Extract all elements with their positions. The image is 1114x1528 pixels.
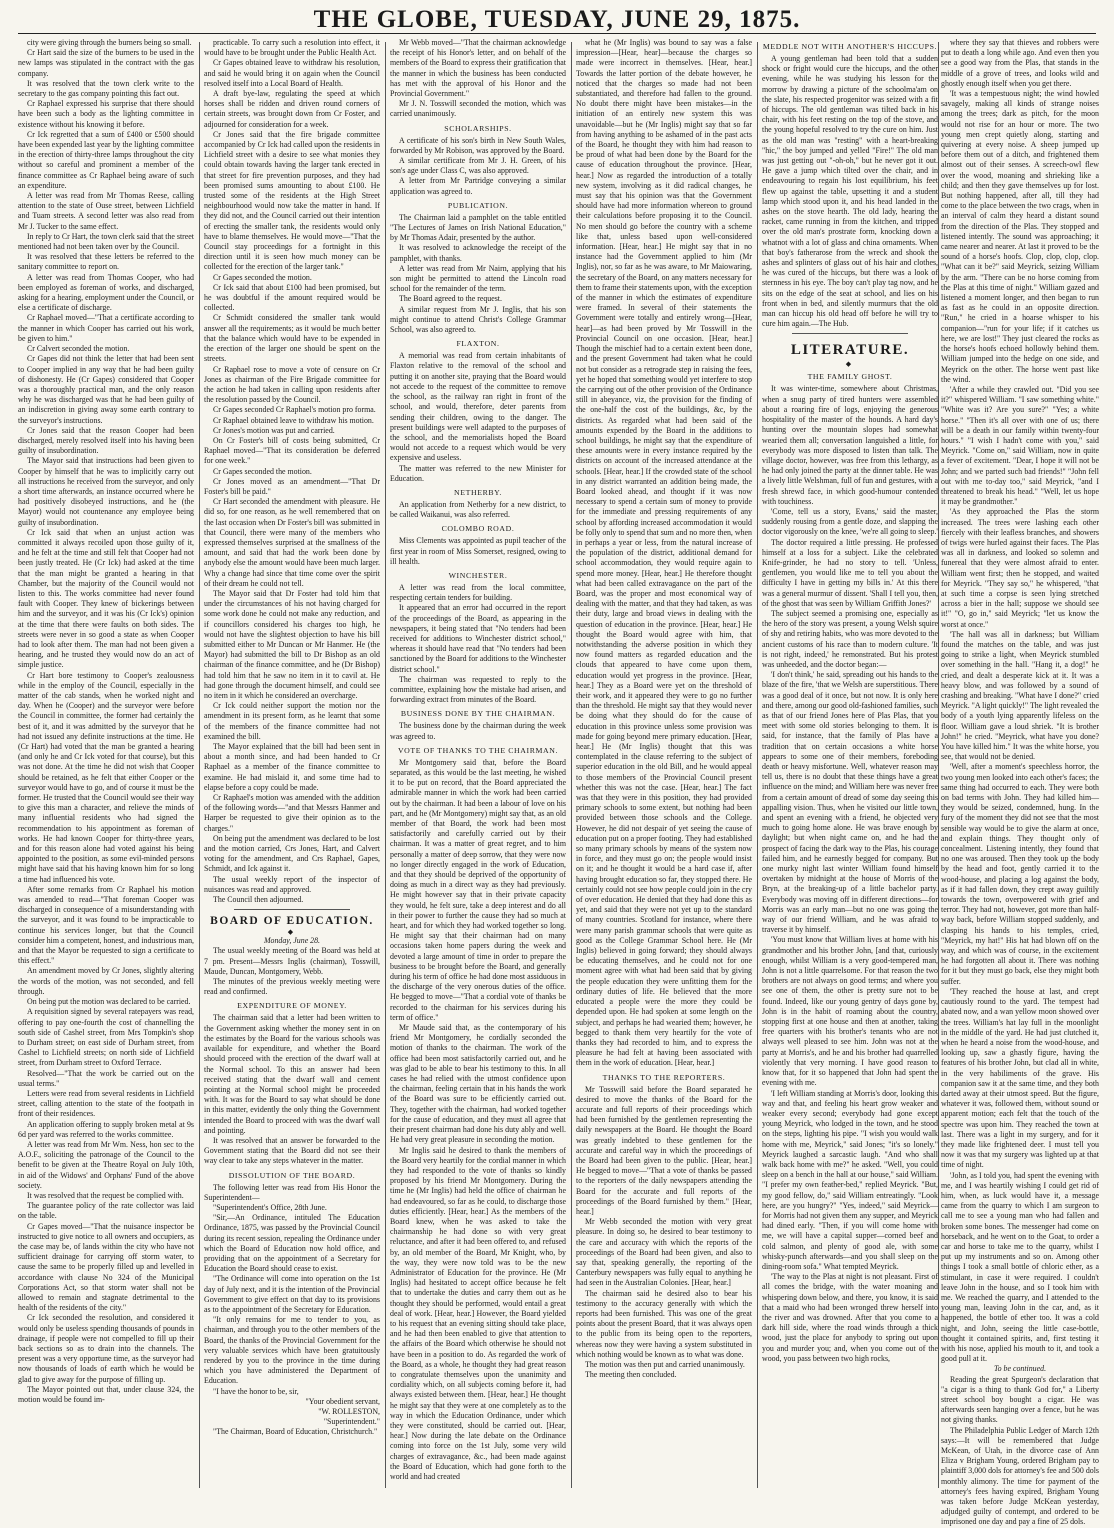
paragraph: Cr Jones said that the reason Cooper had been discharged, merely resolved itself into his having been guilty of insubordination.	[18, 425, 194, 456]
paragraph: 'It was a tempestuous night; the wind howled savagely, making all kinds of strange noises among the trees; dark as pitch, for the moon would not rise for an hour or more. The two young men crept quietly along, starting and quivering at every noise. A sheep jumped up before them out of a ditch, and frightened them almost out of their senses. A screech-owl flew over the wood, moaning and shrieking like a child; and then they gave themselves up for lost. But nothing happened, after all, till they had come to the place between the two crags, when in an interval of calm they heard a distant sound from the direction of the Plas. They stopped and listened intently. The sound was approaching; it came nearer and nearer. At last it proved to be the sound of a horse's hoofs. Clop, clop, clop, clop. "What can it be?" said Meyrick, seizing William by the arm. "There can be no horse coming from the Plas at this time of night." William gazed and listened a moment longer, and then began to run as fast as he could in an opposite direction. "Run," he cried in a hoarse whisper to his companion—"run for your life; if it catches us here, we are lost!" They just cleared the rocks as the horse's hoofs echoed hollowly behind them. William jumped into the hedge on one side, and Meyrick on the other. The horse went past like the wind.	[941, 89, 1099, 384]
paragraph: Cr Raphael obtained leave to withdraw his motion.	[213, 415, 374, 425]
paragraph: An application from Netherby for a new district, to be called Waikanui, was also referred.	[390, 499, 566, 520]
paragraph: The subject seemed a promising one, especially as the hero of the story was present, a young Welsh squire of shy and retiring habits, who was more devoted to the ancient customs of his race than to modern culture. 'It is not right, indeed,' he remonstrated. But his protest was unheeded, and the doctor began:—	[762, 608, 938, 669]
column-6	[941, 38, 1099, 1527]
paragraph: The Council then adjourned.	[213, 895, 304, 905]
paragraph: On being put the amendment was declared to be lost and the motion carried, Crs Jones, Hart, and Calvert voting for the amendment, and Crs Raphael, Gapes, Schmidt, and Ick against it.	[204, 833, 380, 874]
column-divider	[757, 42, 758, 1488]
subheading: SCHOLARSHIPS.	[444, 123, 512, 133]
paragraph: practicable. To carry such a resolution into effect, it would have to be brought under the Public Health Act.	[204, 38, 380, 58]
paragraph: Cr Raphael expressed his surprise that there should have been such a body as the lighting committee in existence without his knowing it before.	[18, 99, 194, 129]
subheading: DISSOLUTION OF THE BOARD.	[228, 1170, 356, 1180]
paragraph: Cr Hart bore testimony to Cooper's zealousness while in the employ of the Council, especially in the matter of the cab stands, when he worked night and day. When he (Cooper) and the surveyor were before the Council in committee, the former had certainly the best of it, and it was admitted by the surveyor that he had not issued any definite instructions at the time. He (Cr Hart) had voted that the man be granted a hearing (and only he and Cr Ick voted for that course), but this was not done. At the time he did not wish that Cooper should be retained, as he felt that either Cooper or the surveyor would have to go, and of course it must be the former. He trusted that the Council would see their way to give this man a character, and relieve the minds of many influential residents who had signed the recommendation to his appointment as foreman of works. He had known Cooper for thirty-three years, and for this reason alone had voted against his being appointed to the position, as some evil-minded persons might have said that his having known him for so long a time had influenced his vote.	[18, 670, 194, 884]
paragraph: Cr Gapes seconded the motion.	[213, 272, 312, 282]
paragraph: Letters were read from several residents in Lichfield street, calling attention to the state of the footpath in front of their residences.	[18, 1088, 194, 1119]
paragraph: After some remarks from Cr Raphael his motion was amended to read—"That foreman Cooper was discharged in consequence of a misunderstanding with the surveyor, and it was found to be impracticable to continue his services longer, but that the Council consider him a competent, honest, and industrious man, and that the Mayor be requested to sign a certificate to this effect."	[18, 884, 194, 966]
paragraph: The Board agreed to the request.	[399, 294, 502, 304]
paragraph: The usual weekly report of the inspector of nuisances was read and approved.	[204, 874, 380, 894]
paragraph: what he (Mr Inglis) was bound to say was a false impression—[Hear, hear]—because the charges so made were incorrect in themselves. [Hear, hear.] Towards the latter portion of the debate however, he noticed that the charges so made had not been substantiated, and therefore had fallen to the ground. No doubt there might have been mistakes—in the initiation of an entirely new system this was unavoidable—but he (Mr Inglis) might say that so far from having anything to be ashamed of in the past acts of the Board, he thought they with him had reason to be proud of what had been done by the Board for the cause of education throughout the province. [Hear, hear.] Now as regarded the introduction of a totally new system, involving as it did radical changes, he must say that his opinion was that the Government should have had more information whereon to ground their calculations before proposing it to the Council. No men should go before the country with a scheme like that, unless based upon well-considered information. [Hear, hear.] He might say that in no instance had the Government applied to him (Mr Inglis), nor, so far as he was aware, to Mr Maiowaring, the secretary of the Board, on any matters necessary for them to frame their statements upon, with the exception of the manner in which the estimates of expenditure were framed. In several of their statements the Government were totally and entirely wrong—[Hear, hear]—as had been proved by Mr Tosswill in the Provincial Council on one occasion. [Hear, hear.] Though the mischief had to a certain extent been done, and the present Government had taken what he could not but consider as a retrograde step in raising the fees, yet he hoped that something would yet interfere to stop the carrying out of the other provision of the Ordinance still in abeyance, viz, the provision for the finding of the one-half the cost of the buildings, &c, by the districts. As regarded what had been said of the amounts expended by the Board in the additions to school buildings, he might say that the expenditure of these amounts were in every instance required by the districts on account of the increased attendance at the schools. [Hear, hear.] If the crowded state of the school in any district warranted an addition being made, the Board looked ahead, and thought if it was now necessary to spend a certain sum of money to provide for the immediate and pressing requirements of any school by affording increased accommodation it would be folly only to spend that sum and no more then, when in perhaps a year or less, from the natural increase of the population of the district, additional demand for school accommodation, they would require again to spend more money. [Hear, hear.] He therefore thought what had been called extravagance on the part of the Board, was the proper and most economical way of dealing with the matter, and that they had taken, as was their duty, large and broad views in dealing with the question of education in the province. [Hear, hear.] He thought the Board would agree with him, that notwithstanding the adverse position in which they now found matters as regarded education and the clouds that appeared to have come upon them, education would yet progress in the province. [Hear, hear.] They as a Board were yet on the threshold of their work, and it appeared they were to go no further than the threshold. He might say that they would never be doing what they should do for the cause of education in this province unless some provision was made for going beyond mere primary education. [Hear, hear.] He (Mr Inglis) thought that this was contemplated in the clause referring to the subject of superior education in the old Bill, and he would appeal to those members of the Provincial Council present whether this was not the case. [Hear, hear.] The fact was that they were in this position, they had provided primary schools to some extent, but nothing had been provided between those schools and the College. However, he did not despair of yet seeing the cause of education put on a proper footing. They had established so many primary schools by means of the system now in force, and they must go on; the people would insist on it; and he thought it would be a hard case if, after having brought education so far, they stopped there. He certainly could not see how people could join in the cry of over education. He denied that they had done this as yet, and said that they were not yet up to the standard of many countries. Scotland for instance, where there were many parish grammar schools that were quite as good as the College Grammar School here. He (Mr Inglis) believed in going forward; they should always be educating themselves, and he could not for one moment agree with what had been said that by giving the people education they were unfitting them for the ordinary duties of life. He believed that the more educated a people were the more they could be depended upon. He had spoken at some length on the subject, and perhaps he had wearied them; however, he begged to thank them very heartily for the vote of thanks they had recorded to him, and to express the pleasure he had felt at having been associated with them in the work of education. [Hear, hear.]	[576, 38, 752, 1068]
paragraph: A young gentleman had been told that a sudden shock or fright would cure the hiccups, and the other evening, while he was studying his lesson for the morrow by drawing a picture of the schoolma'am on the slate, his respected progenitor was seized with a fit of hiccups. The old gentleman was tilted back in his chair, with his feet resting on the top of the stove, and the young hopeful resolved to try the cure on him. Just as the old man was "resting" with a heart-breaking "hic," the boy jumped and yelled "Fire!" The old man was just getting out "-oh-oh," but he never got it out. He gave a jump which tilted over the chair, and in endeavouring to regain his lost equilibrium, his feet flew up against the table, upsetting it and a student lamp which stood upon it, and his head landed in the ashes on the stove hearth. The old lady, hearing the racket, came running in from the kitchen, and tripped over the old man's prostrate form, knocking down a whatnot with a lot of glass and china ornaments. When that boy's fatherarose from the wreck and shook the ashes and splinters of glass out of his hair and clothes, he was cured of the hiccups, but there was a look of sternness in his eye. The boy can't play tag now, and he sits on the edge of the seat at school, and lies on his front when in bed, and silently murmurs that the old man can hiccup his old head off before he will try to cure him again.—The Hub.	[762, 54, 938, 329]
paragraph: Cr Ick could neither support the motion nor the amendment in its present form, as he learnt that some of the members of the finance committee had not examined the bill.	[204, 701, 380, 741]
paragraph: 'Well, after a moment's speechless horror, the two young men looked into each other's faces; the same thing had occurred to each. They were both on bad terms with John. They had killed him—they would be seized, condemned, hung. In the fury of the moment they did not see that the most sensible way would be to give the alarm at once, and explain things. They thought only of concealment. Listening intently, they found that no one was aroused. Then they took up the body by the head and foot, gently carried it to the wood-house, and placing a log against the body, as if it had fallen down, they crept away guiltily towards the town, overpowered with grief and terror. They had not, however, got more than half-way back, before William stopped suddenly, and clasping his hands to his temples, cried, "Meyrick, my hat!" His hat had blown off on the way, and which was of course, in the excitement he had forgotten all about it. There was nothing for it but they must go back, else they might both suffer.	[941, 762, 1099, 986]
paragraph: Mr Tosswill said before the Board separated he desired to move the thanks of the Board for the accurate and full reports of their proceedings which had been furnished by the gentlemen representing the daily newspapers at the Board. He thought the Board was greatly indebted to these gentlemen for the accurate and careful way in which the proceedings of the Board had been given to the public. [Hear, hear.] He begged to move—"That a vote of thanks be passed to the reporters of the daily newspapers attending the Board for the accurate and full reports of the proceedings of the Board furnished by them." [Hear, hear.]	[576, 1084, 752, 1216]
section-rule	[792, 333, 908, 334]
paragraph: A letter was read from Mr Thomas Reese, calling attention to the state of Ouse street, between Lichfield and Tuam streets. A second letter was also read from Mr J. Tucker to the same effect.	[18, 191, 194, 231]
paragraph: The Mayor explained that the bill had been sent in about a month since, and had been handed to Cr Raphael as a member of the finance committee to examine. He had mislaid it, and some time had to elapse before a copy could be made.	[204, 742, 380, 792]
paragraph: In reply to Cr Hart, the town clerk said that the street mentioned had not been taken over by the Council.	[18, 231, 194, 252]
paragraph: Cr Gapes seconded Cr Raphael's motion pro forma.	[213, 405, 376, 415]
paragraph: The Mayor said that Dr Foster had told him that under the circumstances of his not having charged for some work done he could not make any reduction, and if councillors considered his charges too high, he would not have the slightest objection to have his bill submitted either to Mr Duncan or Mr Hanmer. He (the Mayor) had submitted the bill to Dr Bishop as an old chairman of the finance committee, and he (Dr Bishop) had told him that he saw no item in it to cavil at. He had gone through the document himself, and could see no item in it which he considered an overcharge.	[204, 588, 380, 700]
paragraph: Reading the great Spurgeon's declaration that "a cigar is a thing to thank God for," a Liberty street school boy bought a cigar. He was afterwards seen hanging over a fence, but he was not giving thanks.	[941, 1374, 1099, 1425]
paragraph: The Mayor pointed out that, under clause 324, the motion would be found im-	[18, 1384, 194, 1405]
paragraph: A letter from Mr Partridge conveying a similar application was agreed to.	[390, 176, 566, 196]
paragraph: 'John, as I told you, had spent the evening with me, and I was heartily wishing I could get rid of him, when, as luck would have it, a message came from the quarry to which I am surgeon to call me to see a young man who had fallen and broken some bones. The messenger had come on horseback, and he went on to the Goat, to order a car and horse to take me to the quarry, whilst I put up my instruments and so on. Among other things I took a small bottle of chloric ether, as a stimulant, in case it were required. I couldn't leave John in the house, and so I took him with me. We reached the quarry, and I attended to the young man, leaving John in the car, and, as it happened, the bottle of ether too. It was a cold night, and John, seeing the little case-bottle, thought it contained spirits, and, first testing it with his nose, applied his mouth to it, and took a good pull at it.	[941, 1170, 1099, 1364]
section-heading: LITERATURE.	[790, 342, 910, 359]
paragraph: "Superintendent."	[323, 1417, 380, 1427]
paragraph: Mr Maude said that, as the contemporary of his friend Mr Montgomery, he cordially seconded the motion of thanks to the chairman. The work of the office had been most satisfactorily carried out, and he was glad to be able to bear his testimony to this. In all cases he had relied with the utmost confidence upon the chairman, feeling certain that in his hands the work of the Board was sure to be efficiently carried out. They, together with the chairman, had worked together for the cause of education, and they must all agree that their present chairman had done his duty ably and well. He had very great pleasure in seconding the motion.	[390, 1023, 566, 1145]
paragraph: "The Ordinance will come into operation on the 1st day of July next, and it is the intention of the Provincial Government to give effect on that day to its provisions as to the appointment of the Secretary for Education.	[204, 1274, 380, 1314]
paragraph: The following letter was read from His Honor the Superintendent—	[204, 1182, 380, 1202]
paragraph: The usual weekly meeting of the Board was held at 7 pm. Present—Messrs Inglis (chairman), Tosswill, Maude, Duncan, Montgomery, Webb.	[204, 946, 380, 976]
paragraph: An application offering to supply broken metal at 9s 6d per yard was referred to the works committee.	[18, 1119, 194, 1139]
paragraph: 'As they approached the Plas the storm increased. The trees were lashing each other fiercely with their leafless branches, and showers of twigs were hurled against their faces. The Plas was all in darkness, and looked so solemn and funereal that they were almost afraid to enter. William went first; then he stopped, and waited for Meyrick. "They say so," he whispered, "that at such time a corpse is seen lying stretched across a bier in the hall; suppose we should see it!" "O, go in," said Meyrick; "let us know the worst at once."	[941, 507, 1099, 629]
paragraph: A memorial was read from certain inhabitants of Flaxton relative to the removal of the school and putting it on another site, praying that the Board would not accede to the request of the committee to remove the school, as the railway ran right in front of the school, and would, therefore, deter parents from sending their children, owing to the danger. The present buildings were well adapted to the purposes of the school, and the memorialists hoped the Board would not accede to a request which would be very expensive and useless.	[390, 351, 566, 463]
paragraph: The chairman was requested to reply to the committee, explaining how the mistake had arisen, and forwarding extract from minutes of the Board.	[390, 674, 566, 705]
paragraph: where they say that thieves and robbers were put to death a long while ago. And even then you see a good way from the Plas, that stands in the middle of a grove of trees, and looks wild and ghostly enough itself when you get there.	[941, 38, 1099, 88]
paragraph: A letter was read from Thomas Cooper, who had been employed as foreman of works, and discharged, asking for a hearing, employment under the Council, or else a certificate of discharge.	[18, 272, 194, 313]
ornament: ◆	[845, 360, 855, 369]
paragraph: "Your obedient servant,	[305, 1396, 380, 1406]
subheading: THANKS TO THE REPORTERS.	[602, 1072, 726, 1082]
subheading: BUSINESS DONE BY THE CHAIRMAN.	[400, 709, 556, 719]
masthead-rule	[18, 33, 1096, 34]
paragraph: Cr Jones said that the fire brigade committee accompanied by Cr Ick had called upon the residents in Lichfield street with a desire to see what monies they could obtain towards having the larger tank erected in that street for fire prevention purposes, and they had been promised sums amounting to about £100. He trusted some of the residents at the High Street neighbourhood would now take the matter in hand. If they did not, and the Council carried out their intention of erecting the smaller tank, the residents would only have to blame themselves. He would move—"That the Council stay proceedings for a fortnight in this direction until it is seen how much money can be collected for the erection of the larger tank."	[204, 129, 380, 272]
column-divider	[571, 42, 572, 1488]
paragraph: Cr Gapes moved—"That the nuisance inspector be instructed to give notice to all owners and occupiers, as the case may be, of lands within the city who have not sufficient drainage for carrying off storm water, to cause the same to be properly filled up and levelled in accordance with clause No 324 of the Municipal Corporations Act, so that storm water shall not be allowed to remain and stagnate detrimental to the health of the residents of the city."	[18, 1221, 194, 1313]
column-divider	[385, 42, 386, 1488]
ornament: ◆	[287, 928, 297, 937]
paragraph: The guarantee policy of the rate collector was laid on the table.	[18, 1201, 194, 1221]
paragraph: It was resolved that an answer be forwarded to the Government stating that the Board did not see their way clear to take any steps whatever in the matter.	[204, 1135, 380, 1166]
paragraph: city were giving through the burners being so small.	[27, 38, 192, 47]
paragraph: 'You must know that William lives at home with his grandmother and his brother John, [and that, curiously enough, whilst William is a very good-tempered man, John is not a little quarrelsome. For that reason the two brothers are not always on good terms; and where you see one of them, the other is pretty sure not to be found. Indeed, like our young gentry of days gone by, John is in the habit of roaming about the country, stopping first at one house and then at another, taking free quarters with his brother's tenants who are not always well pleased to see him. John was not at the party at Morris's, and he and his brother had quarrelled violently that very morning. I have good reason to know that, for it so happened that John had spent the evening with me.	[762, 935, 938, 1088]
paragraph: Cr Gapes did not think the letter that had been sent to Cooper implied in any way that he had been guilty of dishonesty. He (Cr Gapes) considered that Cooper was a thoroughly practical man, and the only reason why he was discharged was that he had been guilty of an indiscretion in giving away some earth contrary to the surveyor's instructions.	[18, 354, 194, 425]
paragraph: 'They reached the house at last, and crept cautiously round to the yard. The tempest had abated now, and a wan yellow moon showed over the trees. William's hat lay full in the moonlight in the middle of the yard. He had just clutched it, when he heard a noise from the wood-house, and looking up, saw a ghastly figure, having the features of his brother John, but clad all in white, in the very habiliments of the grave. His companion saw it at the same time, and they both darted away at their utmost speed. But the figure, whatever it was, followed them, without sound or apparent motion; each felt that the touch of the spectre was upon him. They reached the town at last. There was a light in my surgery, and for it they made like frightened deer. I must tell you now it was that my surgery was lighted up at that time of night.	[941, 986, 1099, 1170]
subheading: NETHERBY.	[454, 487, 502, 497]
paragraph: It was resolved that these letters be referred to the sanitary committee to report on.	[18, 252, 194, 272]
paragraph: Cr Jones's motion was put and carried.	[213, 425, 335, 435]
paragraph: Cr Ick said that when an unjust action was committed it always recoiled upon those guilty of it, and he felt at the time and still felt that Cooper had not been justly treated. He (Cr Ick) had asked at the time that the man might be granted a hearing in that Chamber, but the majority of the Council would not listen to this. The works committee had never found fault with Cooper. They knew of bickerings between him and the surveyor, and it was his (Cr Ick's) opinion at the time that there were faults on both sides. The streets were never in so good a state as when Cooper had to look after them. The man had not been given a hearing, and he trusted they would now do an act of simple justice.	[18, 527, 194, 670]
paragraph: A requisition signed by several ratepayers was read, offering to pay one-fourth the cost of channelling the south side of Cashel street, from Mrs Tompkin's shop to Durham street; on east side of Durham street, from Cashel to Lichfield streets; on north side of Lichfield street, from Durham street to Oxford Terrace.	[18, 1007, 194, 1068]
column-1	[18, 38, 194, 1488]
column-5	[762, 38, 938, 1488]
newspaper-title: THE GLOBE, TUESDAY, JUNE 29, 1875.	[313, 6, 801, 33]
masthead	[0, 0, 1114, 38]
dateline: Monday, June 28.	[263, 936, 321, 946]
paragraph: The Chairman laid a pamphlet on the table entitled "The Lectures of James on Irish National Education," by Mr Thomas Adair, presented by the author.	[390, 212, 566, 243]
paragraph: 'I left William standing at Morris's door, looking this way and that, and feeling his heart grow weaker and weaker every second; everybody had gone except young Meyrick, who lodged in the town, and he stood on the steps, lighting his pipe. "I wish you would walk home with me, Meyrick," said Jones; "it's so lonely." Meyrick laughed a sarcastic laugh. "And who shall walk back home with me?" he asked. "Well, you could sleep on a bench in the hall at our house," said William. "I prefer my own feather-bed," replied Meyrick. "But, my good fellow, do," said William entreatingly. "Look here, are you hungry?" "Yes, indeed," said Meyrick—for Morris had not given them any supper, and Meyrick had dined early. "Then, if you will come home with me, we will have a capital supper—corned beef and cold salmon, and plenty of good ale, with some whisky-punch afterwards—and you shall sleep on the dining-room sofa." What tempted Meyrick.	[762, 1088, 938, 1271]
paragraph: It was resolved that the request be complied with.	[27, 1190, 184, 1200]
paragraph: A letter was read from Mr Nairn, applying that his son might be permitted to attend the Lincoln road school for the remainder of the term.	[390, 263, 566, 294]
column-divider	[938, 42, 939, 1488]
column-2	[204, 38, 380, 1488]
paragraph: On Cr Foster's bill of costs being submitted, Cr Raphael moved—"That its consideration be deferred for one week."	[204, 435, 380, 466]
paragraph: Cr Gapes obtained leave to withdraw his resolution, and said he would bring it on again when the Council resolved itself into a Local Board of Health.	[204, 58, 380, 88]
subheading: WINCHESTER.	[448, 570, 508, 580]
paragraph: Cr Schmidt considered the smaller tank would answer all the requirements; as it would be much better that the balance which would have to be expended in the erection of the larger one should be spent on the streets.	[204, 313, 380, 364]
to-be-continued: To be continued.	[993, 1364, 1047, 1374]
paragraph: The minutes of the previous weekly meeting were read and confirmed.	[204, 977, 380, 997]
section-rule	[234, 909, 350, 910]
subheading: COLOMBO ROAD.	[441, 524, 515, 534]
subheading: VOTE OF THANKS TO THE CHAIRMAN.	[397, 745, 559, 755]
paragraph: A similar certificate from Mr J. H. Green, of his son's age under Class C, was also approved.	[390, 156, 566, 176]
paragraph: Cr Ick seconded the resolution, and considered it would only be useless spending thousands of pounds in drainage, if people were not compelled to fill up their back sections so as to drain into the channels. The present was a very opportune time, as the surveyor had now thousands of loads of earth which he would be glad to give away for the purpose of filling up.	[18, 1313, 194, 1384]
paragraph: The chairman said that a letter had been written to the Government asking whether the money sent in on the estimates by the Board for the various schools was available for expenditure, and whether the Board should proceed with the erection of the dwarf wall at the Normal school. To this an answer had been received stating that the dwarf wall and cement pointing at the Normal school might be proceeded with. It was for the Board to say what should be done in this matter, evidently the only thing the Government intended the Board to proceed with was the dwarf wall and pointing.	[204, 1013, 380, 1135]
paragraph: It appeared that an error had occurred in the report of the proceedings of the Board, as appearing in the newspapers, it being stated that "No tenders had been received for additions to Winchester district school," whereas it should have read that "No tenders had been sanctioned by the Board for additions to the Winchester district school."	[390, 603, 566, 674]
column-divider	[199, 42, 200, 1488]
paragraph: Cr Jones moved as an amendment—"That Dr Foster's bill be paid."	[204, 476, 380, 496]
paragraph: "I have the honor to be, sir,	[213, 1386, 299, 1396]
paragraph: Cr Hart seconded the amendment with pleasure. He did so, for one reason, as he well remembered that on the last occasion when Dr Foster's bill was submitted in that Council, there were many of the members who expressed themselves surprised at the smallness of the amount, and said that had the work been done by anybody else the amount would have been much larger. Why a change had since that time come over the spirit of their dream he could not tell.	[204, 497, 380, 588]
paragraph: "W. ROLLESTON,	[318, 1407, 380, 1416]
paragraph: Mr Inglis said he desired to thank the members of the Board very heartily for the cordial manner in which they had responded to the vote of thanks so kindly proposed by his friend Mr Montgomery. During the time he (Mr Inglis) had held the office of chairman he had endeavoured, so far as he could, to discharge those duties efficiently. [Hear, hear.] As the members of the Board knew, when he was asked to take the chairmanship he had done so with very great reluctance, and after it had been offered to, and refused by, an old member of the Board, Mr Knight, who, by the way, they were now told was to be the new Administrator of Education for the province. He (Mr Inglis) had hesitated to accept office because he felt that to undertake the duties and carry them out as he thought they should be performed, would entail a great deal of work. [Hear, hear.] However, the Board yielded to his request that an evening sitting should take place, and he had then been enabled to give that attention to the affairs of the Board which otherwise he should not have been in a position to do. As regarded the work of the Board, as a whole, he thought they had great reason to congratulate themselves upon the unanimity and cordiality which, on all subjects coming before it, had always existed between them. [Hear, hear.] He thought he might say that they were at one completely as to the way in which the Education Ordinance, under which they were constituted, should be carried out. [Hear, hear.] Now during the late debate on the Ordinance coming into force on the 1st July, some very wild charges of extravagance, &c., had been made against the Board of Education, which had gone forth to the world and had created	[390, 1145, 566, 1481]
paragraph: 'After a while they crawled out. "Did you see it?" whispered William. "I saw something white." "White was it? Are you sure?" "Yes; a white horse." "Then it's all over with one of us; there will be a death in our family within twenty-four hours." "I wish I hadn't come with you," said Meyrick. "Come on," said William, now in quite a fever of excitement. "Dear, I hope it will not be John; and we parted such bad friends!" "John fell out with me to-day too," said Meyrick, "and I threatened to break his head." "Well, let us hope it may be grandmother."	[941, 384, 1099, 507]
paragraph: The matter was referred to the new Minister for Education.	[390, 463, 566, 483]
paragraph: Cr Raphael rose to move a vote of censure on Cr Jones as chairman of the Fire Brigade committee for the action he had taken in calling upon residents after the resolution passed by the Council.	[204, 364, 380, 405]
paragraph: Cr Ick said that about £100 had been promised, but he was doubtful if the amount required would be collected.	[204, 282, 380, 313]
paragraph: "Superintendent's Office, 28th June.	[213, 1202, 327, 1212]
paragraph: "Sir,—An Ordinance, intituled The Education Ordinance, 1875, was passed by the Provincial Council during its recent session, repealing the Ordinance under which the Board of Education now hold office, and providing that on the appointment of a Secretary for Education the Board should cease to exist.	[204, 1213, 380, 1274]
paragraph: "It only remains for me to tender to you, as chairman, and through you to the other members of the Board, the thanks of the Provincial Government for the very valuable services which have been gratuitously rendered by you to the province in the time during which you have administered the Department of Education.	[204, 1315, 380, 1386]
paragraph: The motion was then put and carried unanimously.	[585, 1360, 745, 1369]
paragraph: It was resolved that the town clerk write to the secretary to the gas company pointing this fact out.	[18, 78, 194, 99]
paragraph: Cr Gapes seconded the motion.	[213, 466, 312, 476]
subheading: EXPENDITURE OF MONEY.	[237, 1001, 347, 1011]
paragraph: Cr Ick regretted that a sum of £400 or £500 should have been expended last year by the lighting committee in the erection of thirty-three lamps throughout the city without so careful and prominent a member of the finance committee as Cr Raphael being aware of such an expenditure.	[18, 129, 194, 190]
paragraph: The meeting then concluded.	[585, 1370, 677, 1380]
paragraph: 'The way to the Plas at night is not pleasant. First of all comes the bridge, with the water moaning and whispering down below, and there, you know, it is said that a maid who had been wronged threw herself into the river and was drowned. After that you come to a dark hill side, where the road winds through a thick wood, just the place for anybody to spring out upon you and murder you; and, when you come out of the wood, you pass between two high rocks,	[762, 1272, 938, 1363]
paragraph: A letter was read from Mr Wm. Ness, hon sec to the A.O.F., soliciting the patronage of the Council to the benefit to be given at the Theatre Royal on July 10th, in aid of the Widows' and Orphans' Fund of the above society.	[18, 1139, 194, 1190]
paragraph: Cr Calvert seconded the motion.	[27, 344, 130, 354]
paragraph: Mr Webb moved—"That the chairman acknowledge the receipt of his Honor's letter, and on behalf of the members of the Board to express their gratification that the manner in which the business has been conducted has met with the approval of his Honor and the Provincial Government."	[390, 38, 566, 99]
paragraph: Mr J. N. Tosswill seconded the motion, which was carried unanimously.	[390, 99, 566, 119]
article-heading: THE FAMILY GHOST.	[807, 372, 893, 382]
paragraph: 'Come, tell us a story, Evans,' said the master, suddenly rousing from a gentle doze, and slapping the doctor vigorously on the knee, 'we're all going to sleep.'	[762, 506, 938, 537]
paragraph: 'I don't think,' he said, spreading out his hands to the blaze of the fire, 'that we Welsh are superstitious. There was a good deal of it once, but not now. It is only here and there, among our good old-fashioned families, such as that of our friend Jones here of Plas Plas, that you meet with some old stories belonging to them. It is said, for instance, that the family of Plas have a tradition that on certain occasions a white horse appears to some one of their members, foreboding death or heavy misfortune. Well, whatever reason may tell us, there is no doubt that these things have a great influence on the mind; and William here was never free from a certain amount of dread of some day seeing this appalling vision. Thus, when he visited our little town, and spent an evening with a friend, he objected very much to going home alone. He was brave enough by daylight; but when night came on, and he had the prospect of facing the dark way to the Plas, his courage failed him, and he earnestly begged for company. But one murky night last winter William found himself overtaken by midnight at the house of Morris of the Bryn, at the breaking-up of a little bachelor party. Everybody was moving off in different directions—for Morris was an early man—but no one was going the way of our friend William, and he was afraid to traverse it by himself.	[762, 670, 938, 935]
paragraph: Cr Raphael's motion was amended with the addition of the following words—"and that Messrs Hanmer and Harper be requested to give their opinion as to the charges."	[204, 793, 380, 833]
paragraph: It was winter-time, somewhere about Christmas, when a snug party of tired hunters were assembled about a roaring fire of logs, enjoying the generous hospitality of the master of the hounds. A hard day's hunting over the mountain slopes had somewhat wearied them all; conversation languished a little, for everybody was more disposed to listen than talk. The village doctor, however, was free from this lethargy, as he had only joined the party at the dinner table. He was a lively little Welshman, full of fun and gestures, with a fresh shrewd face, in which good-humour contended with touchiness.	[762, 384, 938, 506]
paragraph: It was resolved to acknowledge the receipt of the pamphlet, with thanks.	[390, 243, 566, 263]
column-3	[390, 38, 566, 1488]
paragraph: Cr Hart said the size of the burners to be used in the new lamps was stipulated in the contract with the gas company.	[18, 48, 194, 78]
paragraph: Cr Raphael moved—"That a certificate according to the manner in which Cooper has carried out his work, be given to him."	[18, 313, 194, 343]
paragraph: Mr Webb seconded the motion with very great pleasure. In doing so, he desired to bear testimony to the care and accuracy with which the reports of the proceedings of the Board had been given, and also to say that, speaking generally, the reporting of the Canterbury newspapers was fully equal to anything he had seen in the Australian Colonies. [Hear, hear.]	[576, 1217, 752, 1288]
paragraph: The Philadelphia Public Ledger of March 12th says:—It will be remembered that Judge McKean, of Utah, in the divorce case of Ann Eliza v Brigham Young, ordered Brigham pay to plaintiff 3,000 dols for attorney's fee and 500 dols monthly alimony. The time for payment of the attorney's fees having expired, Brigham Young was taken before Judge McKean yesterday, adjudged guilty of contempt, and ordered to be imprisoned one day and pay a fine of 25 dols.	[941, 1425, 1099, 1527]
paragraph: A draft bye-law, regulating the speed at which horses shall be ridden and driven round corners of certain streets, was brought down from Cr Foster, and adjourned for consideration for a week.	[204, 89, 380, 129]
paragraph: An amendment moved by Cr Jones, slightly altering the words of the motion, was not seconded, and fell through.	[18, 966, 194, 996]
paragraph: A letter was read from the local committee, respecting certain tenders for building.	[390, 582, 566, 603]
column-4	[576, 38, 752, 1488]
paragraph: The Mayor said that instructions had been given to Cooper by himself that he was to implicitly carry out all instructions he received from the surveyor, and only a short time afterwards, an instance occurred where he had positively disobeyed instructions, and he (the Mayor) would not countenance any employee being guilty of insubordination.	[18, 456, 194, 527]
paragraph: 'The hall was all in darkness; but William found the matches on the table, and was just going to strike a light, when Meyrick stumbled over something in the hall. "Hang it, a dog!" he cried, and dealt a desperate kick at it. It was a heavy blow, and was followed by a sound of crashing and breaking. "What have I done?" cried Meyrick. "A light quickly!" The light revealed the body of a youth lying apparently lifeless on the floor. William gave a loud shriek. "It is brother John!" he cried. "Meyrick, what have you done? You have killed him." It was the white horse, you see, that would not be denied.	[941, 629, 1099, 762]
paragraph: The business done by the chairman during the week was agreed to.	[390, 721, 566, 741]
paragraph: Mr Montgomery said that, before the Board separated, as this would be the last meeting, he wished it to be put on record, that the Board appreciated the admirable manner in which the work had been carried out by the chairman. It had been a labour of love on his part, and he (Mr Montgomery) might say that, as an old member of that Board, the work had been most satisfactorily and carefully carried out by their chairman. It was a matter of great regret, and to him personally a matter of deep sorrow, that they were now no longer directly engaged in the work of Education, and that they should be deprived of the opportunity of doing as much in a direct way as they had previously. He might however say that in their private capacity they would, he felt sure, take a deep interest and do all in their power to further the cause they had so much at heart, and for which they had worked together so long. He might say that their chairman had on many occasions taken home papers during the week and devoted a large amount of time in order to prepare the business to be brought before the Board, and generally during his term of office he had done most assiduous in the discharge of the very onerous duties of the office. He begged to move—"That a cordial vote of thanks be recorded to the chairman for his services during his term of office."	[390, 757, 566, 1022]
paragraph: Miss Clements was appointed as pupil teacher of the first year in room of Miss Somerset, resigned, owing to ill health.	[390, 536, 566, 566]
section-heading: BOARD OF EDUCATION.	[210, 915, 374, 928]
subheading: FLAXTON.	[456, 339, 500, 349]
paragraph: Resolved—"That the work be carried out on the usual terms."	[18, 1068, 194, 1088]
paragraph: The chairman said he desired also to bear his testimony to the accuracy generally with which the reports had been furnished. This was one of the great points about the present Board, that it was always open to the public from its being open to the reporters, whereas now they were having a system substituted in which nothing would be known as to what was done.	[576, 1288, 752, 1359]
paragraph: On being put the motion was declared to be carried.	[27, 997, 191, 1007]
article-heading: MEDDLE NOT WITH ANOTHER'S HICCUPS.	[762, 42, 938, 51]
paragraph: The doctor required a little pressing. He professed himself at a loss for a subject. Like the celebrated Knife-grinder, he had no story to tell. 'Unless, gentlemen, you would like me to tell you about the difficulty I have in getting my bills in.' At this there was a general murmur of dissent. 'Shall I tell you, then, of the ghost that was seen by William Griffith Jones?'	[762, 537, 938, 608]
subheading: PUBLICATION.	[447, 200, 509, 210]
paragraph: A certificate of his son's birth in New South Wales, forwarded by Mr Robison, was approved by the Board.	[390, 135, 566, 155]
paragraph: "The Chairman, Board of Education, Christchurch."	[213, 1427, 378, 1437]
paragraph: A similar request from Mr J. Inglis, that his son might continue to attend Christ's College Grammar School, was also agreed to.	[390, 304, 566, 335]
